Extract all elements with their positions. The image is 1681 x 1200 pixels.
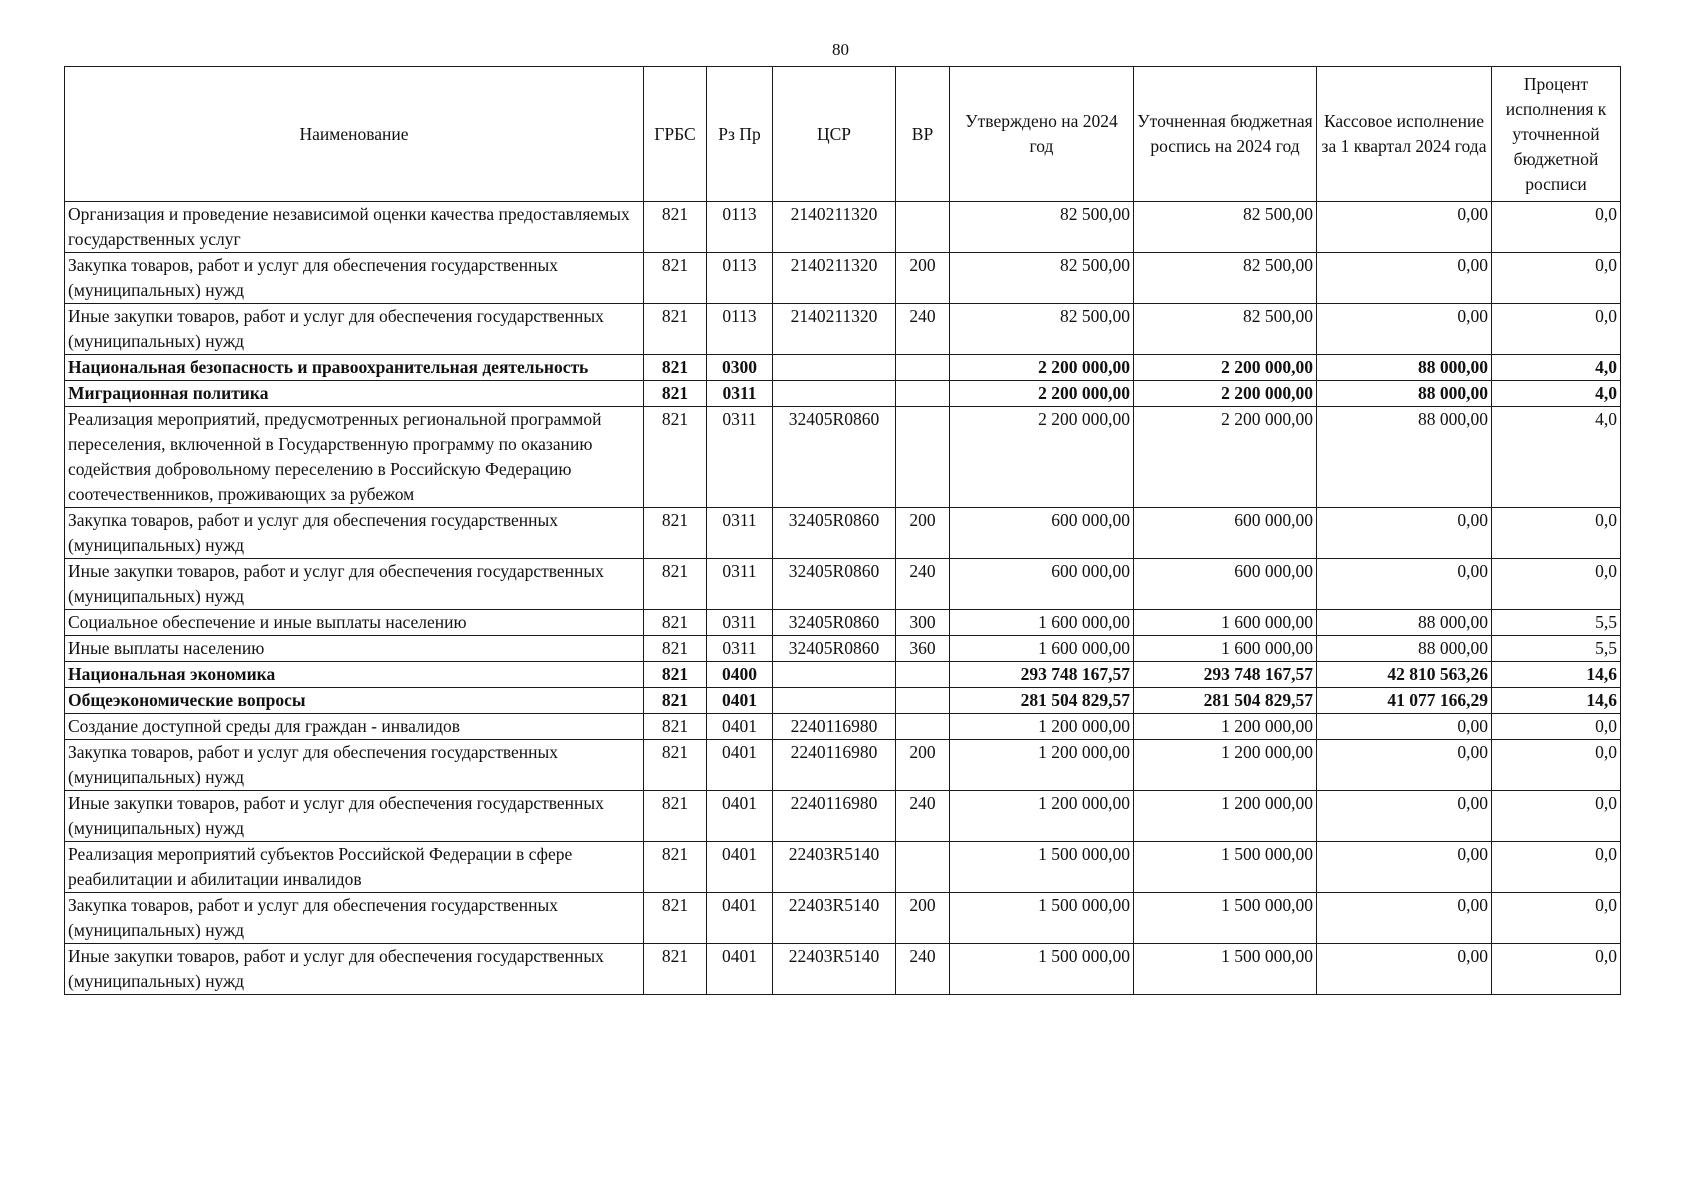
cell-vr (896, 381, 950, 407)
cell-grbs: 821 (644, 893, 707, 944)
cell-name: Закупка товаров, работ и услуг для обеспечения государственных (муниципальных) нужд (65, 740, 644, 791)
cell-csr: 2140211320 (773, 253, 896, 304)
header-grbs: ГРБС (644, 67, 707, 202)
cell-grbs: 821 (644, 944, 707, 995)
table-body (65, 202, 1621, 995)
cell-approved: 1 500 000,00 (950, 944, 1134, 995)
cell-refined: 2 200 000,00 (1134, 381, 1317, 407)
cell-rzpr: 0401 (707, 688, 773, 714)
header-rzpr: Рз Пр (707, 67, 773, 202)
cell-vr: 240 (896, 304, 950, 355)
cell-grbs: 821 (644, 714, 707, 740)
cell-refined: 1 500 000,00 (1134, 842, 1317, 893)
cell-csr: 2240116980 (773, 714, 896, 740)
header-name: Наименование (65, 67, 644, 202)
cell-grbs: 821 (644, 740, 707, 791)
cell-percent: 5,5 (1492, 636, 1621, 662)
table-row (65, 355, 1621, 381)
cell-vr: 200 (896, 253, 950, 304)
cell-refined: 82 500,00 (1134, 304, 1317, 355)
header-vr: ВР (896, 67, 950, 202)
cell-cash: 0,00 (1317, 740, 1492, 791)
cell-vr: 200 (896, 508, 950, 559)
cell-grbs: 821 (644, 202, 707, 253)
table-row (65, 304, 1621, 355)
table-row (65, 636, 1621, 662)
table-row (65, 791, 1621, 842)
cell-vr: 360 (896, 636, 950, 662)
cell-refined: 1 200 000,00 (1134, 714, 1317, 740)
cell-rzpr: 0311 (707, 508, 773, 559)
cell-name: Закупка товаров, работ и услуг для обеспечения государственных (муниципальных) нужд (65, 508, 644, 559)
cell-name: Миграционная политика (65, 381, 644, 407)
cell-name: Иные выплаты населению (65, 636, 644, 662)
cell-cash: 88 000,00 (1317, 636, 1492, 662)
cell-refined: 1 600 000,00 (1134, 610, 1317, 636)
table-row (65, 944, 1621, 995)
cell-csr: 22403R5140 (773, 944, 896, 995)
cell-rzpr: 0300 (707, 355, 773, 381)
cell-approved: 2 200 000,00 (950, 381, 1134, 407)
cell-rzpr: 0401 (707, 714, 773, 740)
cell-approved: 293 748 167,57 (950, 662, 1134, 688)
table-row (65, 508, 1621, 559)
cell-refined: 1 200 000,00 (1134, 791, 1317, 842)
cell-cash: 0,00 (1317, 202, 1492, 253)
cell-approved: 82 500,00 (950, 202, 1134, 253)
cell-vr (896, 662, 950, 688)
cell-vr (896, 407, 950, 508)
cell-name: Социальное обеспечение и иные выплаты населению (65, 610, 644, 636)
cell-name: Закупка товаров, работ и услуг для обеспечения государственных (муниципальных) нужд (65, 893, 644, 944)
cell-percent: 0,0 (1492, 944, 1621, 995)
cell-grbs: 821 (644, 304, 707, 355)
cell-name: Иные закупки товаров, работ и услуг для обеспечения государственных (муниципальных) нужд (65, 304, 644, 355)
cell-name: Иные закупки товаров, работ и услуг для обеспечения государственных (муниципальных) нужд (65, 791, 644, 842)
cell-cash: 88 000,00 (1317, 610, 1492, 636)
cell-percent: 0,0 (1492, 202, 1621, 253)
cell-csr: 2240116980 (773, 791, 896, 842)
cell-percent: 0,0 (1492, 714, 1621, 740)
cell-rzpr: 0400 (707, 662, 773, 688)
cell-refined: 82 500,00 (1134, 253, 1317, 304)
cell-cash: 0,00 (1317, 559, 1492, 610)
cell-grbs: 821 (644, 253, 707, 304)
cell-percent: 0,0 (1492, 253, 1621, 304)
cell-csr: 2240116980 (773, 740, 896, 791)
cell-refined: 1 500 000,00 (1134, 893, 1317, 944)
cell-rzpr: 0401 (707, 740, 773, 791)
cell-rzpr: 0311 (707, 636, 773, 662)
cell-cash: 0,00 (1317, 893, 1492, 944)
cell-percent: 14,6 (1492, 662, 1621, 688)
cell-csr: 32405R0860 (773, 508, 896, 559)
cell-grbs: 821 (644, 636, 707, 662)
cell-cash: 41 077 166,29 (1317, 688, 1492, 714)
table-row (65, 253, 1621, 304)
cell-csr: 22403R5140 (773, 842, 896, 893)
table-row (65, 202, 1621, 253)
cell-approved: 1 200 000,00 (950, 714, 1134, 740)
cell-approved: 600 000,00 (950, 508, 1134, 559)
cell-vr (896, 842, 950, 893)
cell-percent: 0,0 (1492, 842, 1621, 893)
cell-vr (896, 688, 950, 714)
cell-approved: 2 200 000,00 (950, 355, 1134, 381)
header-csr: ЦСР (773, 67, 896, 202)
cell-name: Реализация мероприятий субъектов Российской Федерации в сфере реабилитации и абилитации инвалидов (65, 842, 644, 893)
cell-name: Реализация мероприятий, предусмотренных региональной программой переселения, включенной в Государственную программу по оказанию содействия добровольному переселению в Российскую Федерацию соотечественников, проживающих за рубежом (65, 407, 644, 508)
header-approved: Утверждено на 2024 год (950, 67, 1134, 202)
cell-cash: 0,00 (1317, 714, 1492, 740)
cell-cash: 0,00 (1317, 791, 1492, 842)
cell-cash: 0,00 (1317, 304, 1492, 355)
cell-name: Национальная безопасность и правоохранительная деятельность (65, 355, 644, 381)
cell-name: Общеэкономические вопросы (65, 688, 644, 714)
cell-refined: 1 500 000,00 (1134, 944, 1317, 995)
cell-name: Иные закупки товаров, работ и услуг для обеспечения государственных (муниципальных) нужд (65, 944, 644, 995)
table-row (65, 842, 1621, 893)
cell-refined: 82 500,00 (1134, 202, 1317, 253)
cell-cash: 0,00 (1317, 508, 1492, 559)
cell-cash: 88 000,00 (1317, 407, 1492, 508)
cell-cash: 42 810 563,26 (1317, 662, 1492, 688)
cell-rzpr: 0311 (707, 610, 773, 636)
cell-vr (896, 714, 950, 740)
cell-approved: 1 500 000,00 (950, 893, 1134, 944)
cell-csr: 32405R0860 (773, 407, 896, 508)
table-row (65, 559, 1621, 610)
cell-name: Создание доступной среды для граждан - инвалидов (65, 714, 644, 740)
cell-refined: 1 600 000,00 (1134, 636, 1317, 662)
cell-percent: 5,5 (1492, 610, 1621, 636)
cell-csr: 2140211320 (773, 202, 896, 253)
cell-csr (773, 688, 896, 714)
cell-name: Организация и проведение независимой оценки качества предоставляемых государственных услуг (65, 202, 644, 253)
cell-refined: 2 200 000,00 (1134, 407, 1317, 508)
cell-rzpr: 0311 (707, 407, 773, 508)
cell-rzpr: 0311 (707, 559, 773, 610)
table-row (65, 740, 1621, 791)
cell-csr (773, 381, 896, 407)
cell-vr: 240 (896, 791, 950, 842)
cell-percent: 0,0 (1492, 559, 1621, 610)
cell-percent: 0,0 (1492, 508, 1621, 559)
cell-refined: 281 504 829,57 (1134, 688, 1317, 714)
cell-percent: 0,0 (1492, 304, 1621, 355)
cell-name: Иные закупки товаров, работ и услуг для обеспечения государственных (муниципальных) нужд (65, 559, 644, 610)
table-row (65, 714, 1621, 740)
cell-vr (896, 202, 950, 253)
cell-cash: 88 000,00 (1317, 355, 1492, 381)
cell-name: Закупка товаров, работ и услуг для обеспечения государственных (муниципальных) нужд (65, 253, 644, 304)
cell-approved: 1 500 000,00 (950, 842, 1134, 893)
cell-grbs: 821 (644, 508, 707, 559)
cell-csr: 2140211320 (773, 304, 896, 355)
cell-rzpr: 0401 (707, 791, 773, 842)
cell-rzpr: 0401 (707, 893, 773, 944)
cell-grbs: 821 (644, 559, 707, 610)
cell-approved: 82 500,00 (950, 253, 1134, 304)
cell-percent: 14,6 (1492, 688, 1621, 714)
cell-approved: 1 200 000,00 (950, 740, 1134, 791)
cell-approved: 281 504 829,57 (950, 688, 1134, 714)
cell-grbs: 821 (644, 407, 707, 508)
cell-grbs: 821 (644, 688, 707, 714)
cell-approved: 600 000,00 (950, 559, 1134, 610)
cell-refined: 293 748 167,57 (1134, 662, 1317, 688)
table-row (65, 407, 1621, 508)
cell-csr: 32405R0860 (773, 636, 896, 662)
cell-approved: 82 500,00 (950, 304, 1134, 355)
cell-grbs: 821 (644, 355, 707, 381)
cell-approved: 1 600 000,00 (950, 636, 1134, 662)
cell-vr: 240 (896, 944, 950, 995)
cell-rzpr: 0113 (707, 304, 773, 355)
table-row (65, 688, 1621, 714)
table-header-row (65, 67, 1621, 202)
cell-approved: 1 200 000,00 (950, 791, 1134, 842)
cell-percent: 0,0 (1492, 791, 1621, 842)
cell-vr: 200 (896, 740, 950, 791)
cell-csr: 22403R5140 (773, 893, 896, 944)
cell-cash: 0,00 (1317, 842, 1492, 893)
cell-rzpr: 0401 (707, 944, 773, 995)
header-cash: Кассовое исполнение за 1 квартал 2024 года (1317, 67, 1492, 202)
cell-percent: 0,0 (1492, 740, 1621, 791)
header-percent: Процент исполнения к уточненной бюджетной росписи (1492, 67, 1621, 202)
cell-csr (773, 662, 896, 688)
budget-table (64, 66, 1621, 995)
cell-percent: 4,0 (1492, 407, 1621, 508)
cell-approved: 2 200 000,00 (950, 407, 1134, 508)
cell-cash: 88 000,00 (1317, 381, 1492, 407)
cell-vr: 300 (896, 610, 950, 636)
cell-refined: 600 000,00 (1134, 559, 1317, 610)
cell-refined: 1 200 000,00 (1134, 740, 1317, 791)
cell-vr (896, 355, 950, 381)
cell-vr: 240 (896, 559, 950, 610)
table-row (65, 381, 1621, 407)
cell-csr: 32405R0860 (773, 610, 896, 636)
cell-rzpr: 0401 (707, 842, 773, 893)
cell-name: Национальная экономика (65, 662, 644, 688)
cell-grbs: 821 (644, 842, 707, 893)
table-row (65, 610, 1621, 636)
cell-rzpr: 0311 (707, 381, 773, 407)
cell-rzpr: 0113 (707, 253, 773, 304)
cell-rzpr: 0113 (707, 202, 773, 253)
cell-grbs: 821 (644, 610, 707, 636)
cell-approved: 1 600 000,00 (950, 610, 1134, 636)
header-refined: Уточненная бюджетная роспись на 2024 год (1134, 67, 1317, 202)
cell-refined: 600 000,00 (1134, 508, 1317, 559)
cell-vr: 200 (896, 893, 950, 944)
cell-grbs: 821 (644, 381, 707, 407)
cell-cash: 0,00 (1317, 253, 1492, 304)
cell-percent: 0,0 (1492, 893, 1621, 944)
cell-percent: 4,0 (1492, 381, 1621, 407)
cell-percent: 4,0 (1492, 355, 1621, 381)
cell-csr (773, 355, 896, 381)
cell-cash: 0,00 (1317, 944, 1492, 995)
cell-csr: 32405R0860 (773, 559, 896, 610)
page-number: 80 (832, 40, 849, 59)
cell-grbs: 821 (644, 791, 707, 842)
table-row (65, 893, 1621, 944)
table-row (65, 662, 1621, 688)
cell-refined: 2 200 000,00 (1134, 355, 1317, 381)
cell-grbs: 821 (644, 662, 707, 688)
